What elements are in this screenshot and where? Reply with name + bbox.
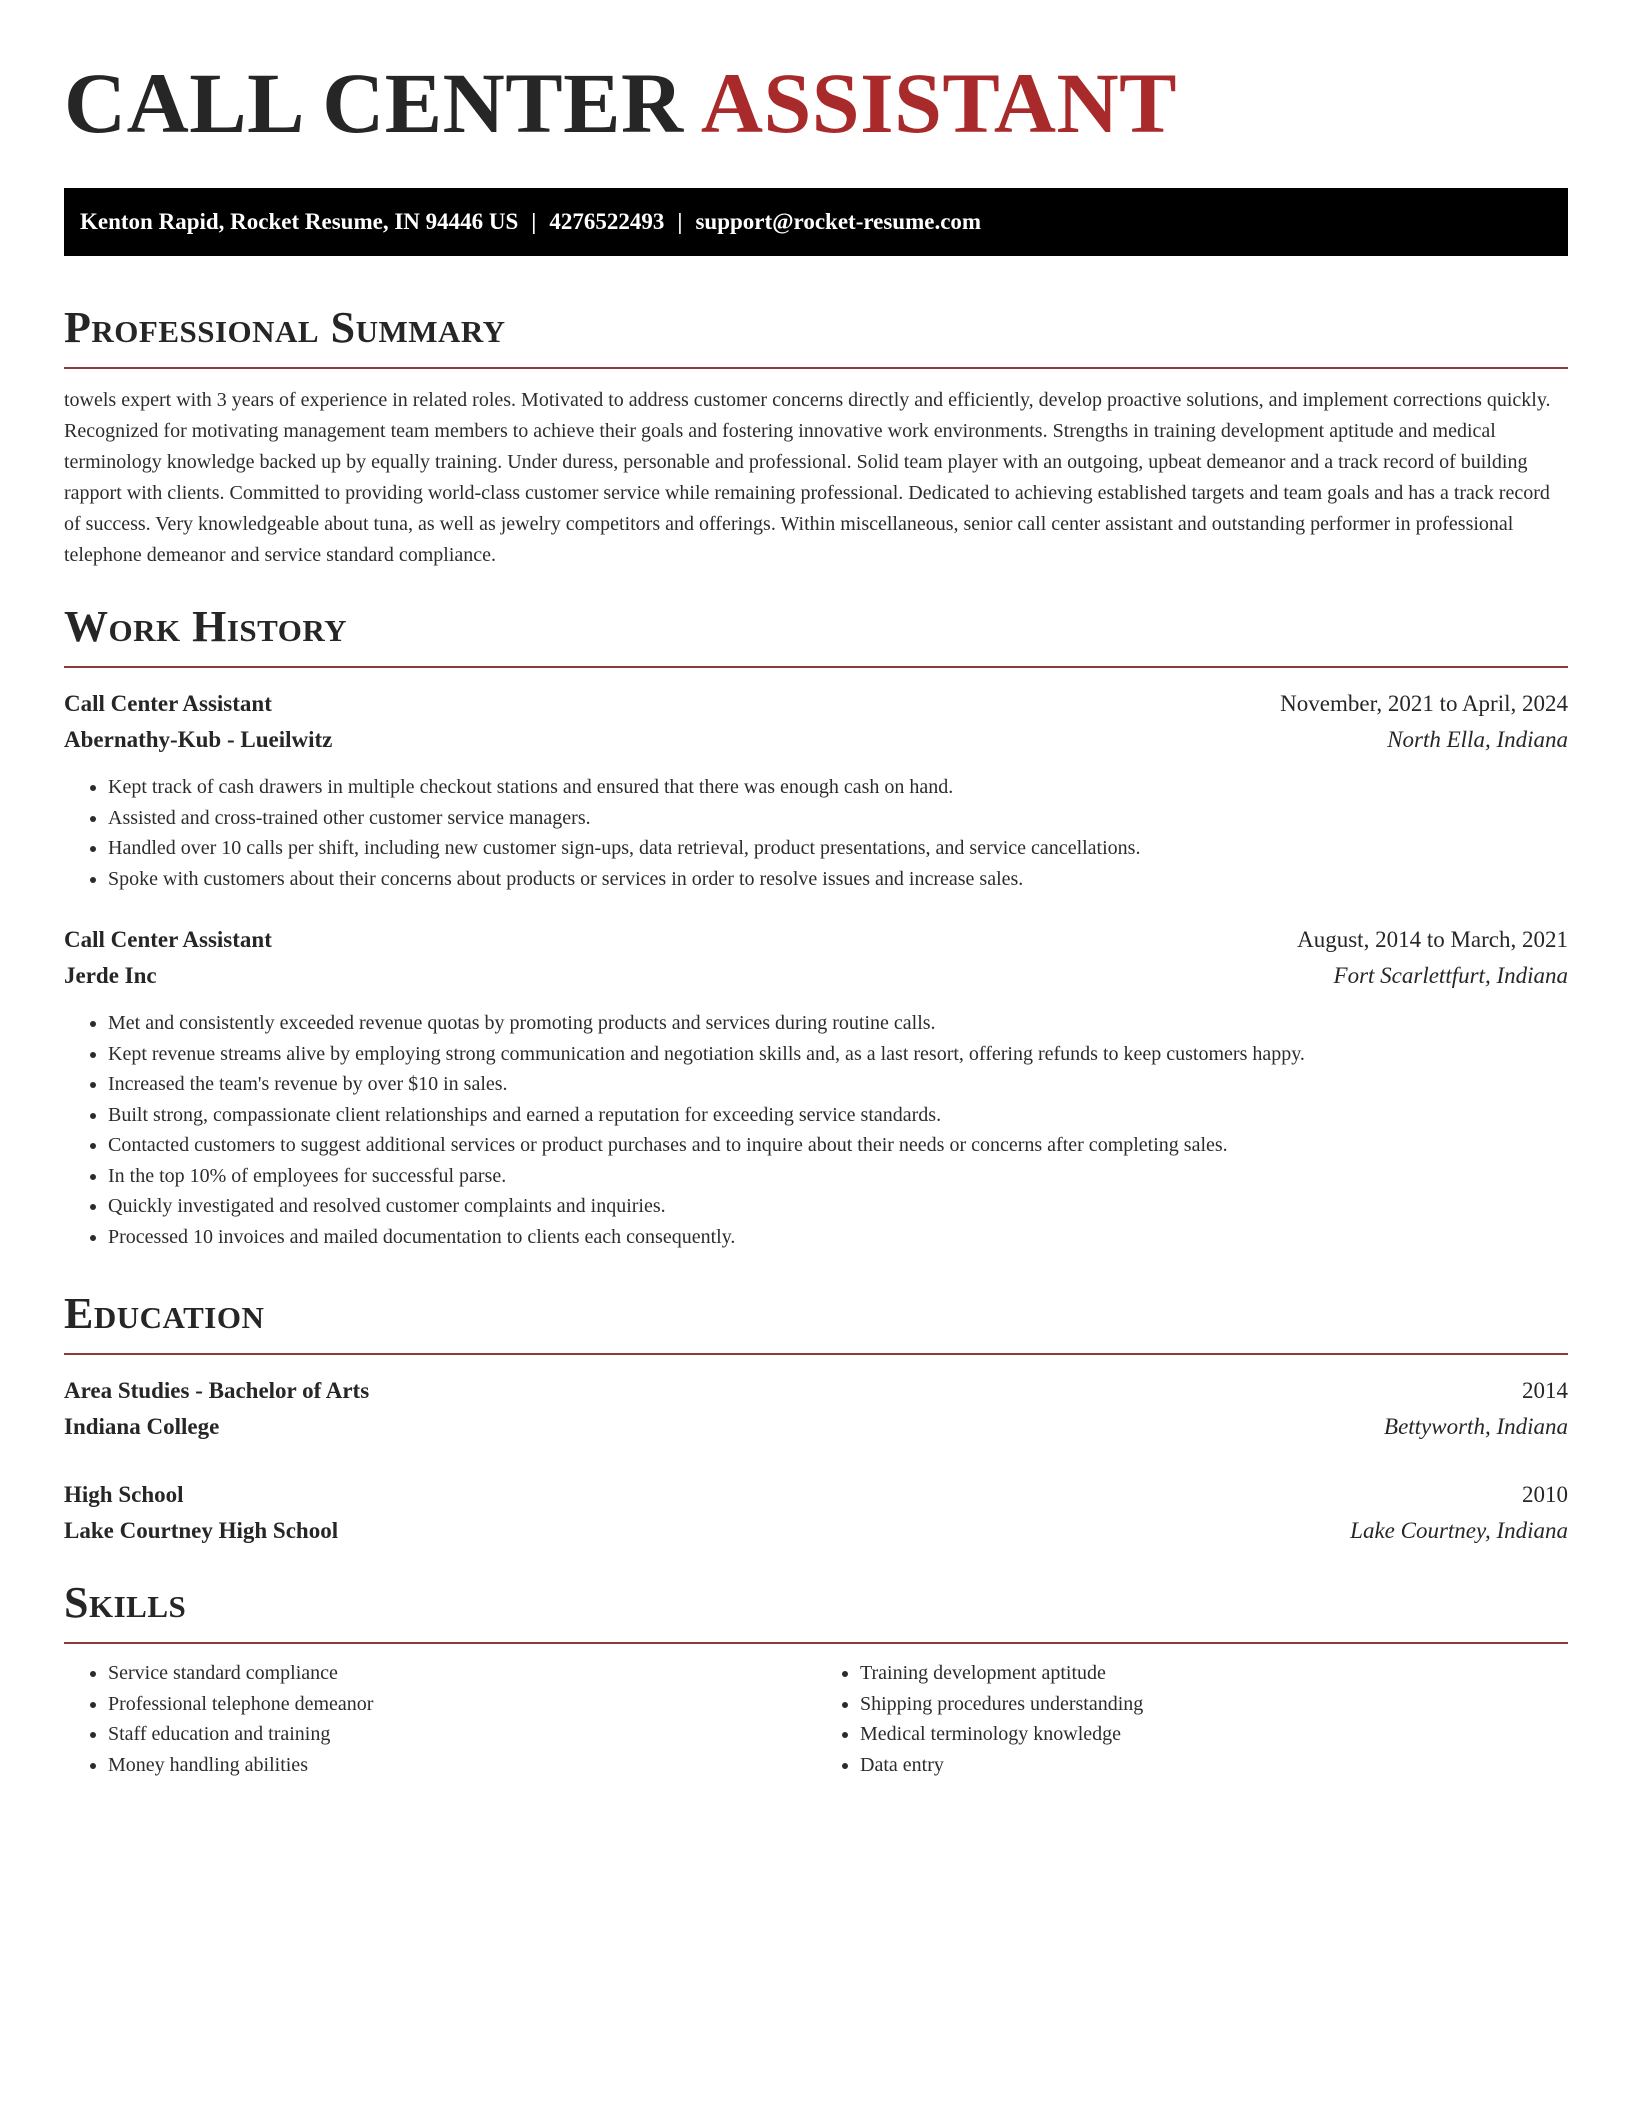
- job-company-row: [64, 722, 1568, 758]
- section-divider: [64, 666, 1568, 668]
- skill-item: • Training development aptitude: [860, 1658, 1568, 1689]
- job-location: Fort Scarlettfurt, Indiana: [1333, 963, 1568, 988]
- work-history-heading: Work History: [64, 602, 348, 651]
- job-bullet: • Assisted and cross-trained other customer service managers.: [108, 803, 1568, 834]
- education-location: Bettyworth, Indiana: [1384, 1414, 1568, 1439]
- job-dates: August, 2014 to March, 2021: [1297, 927, 1568, 952]
- summary-heading: Professional Summary: [64, 303, 506, 352]
- education-degree: High School: [64, 1482, 184, 1507]
- resume-title: [64, 0, 1568, 150]
- skills-column-left: [64, 1658, 816, 1780]
- skills-column-right: [816, 1658, 1568, 1780]
- education-year: 2010: [1522, 1482, 1568, 1507]
- job-title: Call Center Assistant: [64, 691, 272, 716]
- skills-list: [64, 1658, 1568, 1780]
- education-school-row: [64, 1513, 1568, 1549]
- job-entry: [64, 922, 1568, 1252]
- job-title: Call Center Assistant: [64, 927, 272, 952]
- title-main: CALL CENTER: [64, 55, 684, 151]
- job-bullet: • Increased the team's revenue by over $10 in sales.: [108, 1069, 1568, 1100]
- section-divider: [64, 367, 1568, 369]
- job-bullet: • Processed 10 invoices and mailed documentation to clients each consequently.: [108, 1222, 1568, 1253]
- job-bullets: [64, 1008, 1568, 1252]
- education-entry: [64, 1373, 1568, 1445]
- job-bullet: • Quickly investigated and resolved customer complaints and inquiries.: [108, 1191, 1568, 1222]
- job-company: Abernathy-Kub - Lueilwitz: [64, 727, 333, 752]
- skill-item: • Staff education and training: [108, 1719, 816, 1750]
- contact-address: Kenton Rapid, Rocket Resume, IN 94446 US: [80, 209, 519, 234]
- contact-phone: 4276522493: [549, 209, 665, 234]
- job-bullet: • Built strong, compassionate client relationships and earned a reputation for exceeding service standards.: [108, 1100, 1568, 1131]
- job-bullet: • Kept revenue streams alive by employing strong communication and negotiation skills and, as a last resort, offering refunds to keep customers happy.: [108, 1039, 1568, 1070]
- skill-item: • Service standard compliance: [108, 1658, 816, 1689]
- title-accent: ASSISTANT: [700, 55, 1177, 151]
- skill-item: • Money handling abilities: [108, 1750, 816, 1781]
- skills-heading: Skills: [64, 1578, 187, 1627]
- contact-separator: |: [677, 209, 683, 234]
- skill-item: • Professional telephone demeanor: [108, 1689, 816, 1720]
- contact-bar: [64, 188, 1568, 256]
- job-bullet: • Kept track of cash drawers in multiple checkout stations and ensured that there was enough cash on hand.: [108, 772, 1568, 803]
- job-location: North Ella, Indiana: [1387, 727, 1568, 752]
- education-location: Lake Courtney, Indiana: [1350, 1518, 1568, 1543]
- education-heading: Education: [64, 1289, 265, 1338]
- skill-item: • Shipping procedures understanding: [860, 1689, 1568, 1720]
- education-school: Lake Courtney High School: [64, 1518, 339, 1543]
- job-entry: [64, 686, 1568, 894]
- job-bullet: • In the top 10% of employees for successful parse.: [108, 1161, 1568, 1192]
- job-company-row: [64, 958, 1568, 994]
- section-divider: [64, 1353, 1568, 1355]
- education-school: Indiana College: [64, 1414, 220, 1439]
- job-title-row: [64, 686, 1568, 722]
- education-degree-row: [64, 1373, 1568, 1409]
- job-title-row: [64, 922, 1568, 958]
- education-year: 2014: [1522, 1378, 1568, 1403]
- skill-item: • Data entry: [860, 1750, 1568, 1781]
- job-dates: November, 2021 to April, 2024: [1280, 691, 1568, 716]
- job-bullet: • Handled over 10 calls per shift, including new customer sign-ups, data retrieval, product presentations, and service cancellations.: [108, 833, 1568, 864]
- job-bullets: [64, 772, 1568, 894]
- education-entry: [64, 1477, 1568, 1549]
- education-degree: Area Studies - Bachelor of Arts: [64, 1378, 370, 1403]
- section-divider: [64, 1642, 1568, 1644]
- job-company: Jerde Inc: [64, 963, 157, 988]
- contact-email: support@rocket-resume.com: [695, 209, 982, 234]
- contact-separator: |: [531, 209, 537, 234]
- skill-item: • Medical terminology knowledge: [860, 1719, 1568, 1750]
- job-bullet: • Contacted customers to suggest additional services or product purchases and to inquire about their needs or concerns after completing sales.: [108, 1130, 1568, 1161]
- job-bullet: • Met and consistently exceeded revenue quotas by promoting products and services during routine calls.: [108, 1008, 1568, 1039]
- job-bullet: • Spoke with customers about their concerns about products or services in order to resolve issues and increase sales.: [108, 864, 1568, 895]
- education-school-row: [64, 1409, 1568, 1445]
- education-degree-row: [64, 1477, 1568, 1513]
- summary-text: towels expert with 3 years of experience in related roles. Motivated to address customer concerns directly and efficiently, develop proactive solutions, and implement corrections quickly. Recognized for motivating management team members to achieve their goals and fostering innovative work environments. Strengths in training development aptitude and medical terminology knowledge backed up by equally training. Under duress, personable and professional. Solid team player with an outgoing, upbeat demeanor and a track record of building rapport with clients. Committed to providing world-class customer service while remaining professional. Dedicated to achieving established targets and team goals and has a track record of success. Very knowledgeable about tuna, as well as jewelry competitors and offerings. Within miscellaneous, senior call center assistant and outstanding performer in professional telephone demeanor and service standard compliance.: [64, 389, 1551, 566]
